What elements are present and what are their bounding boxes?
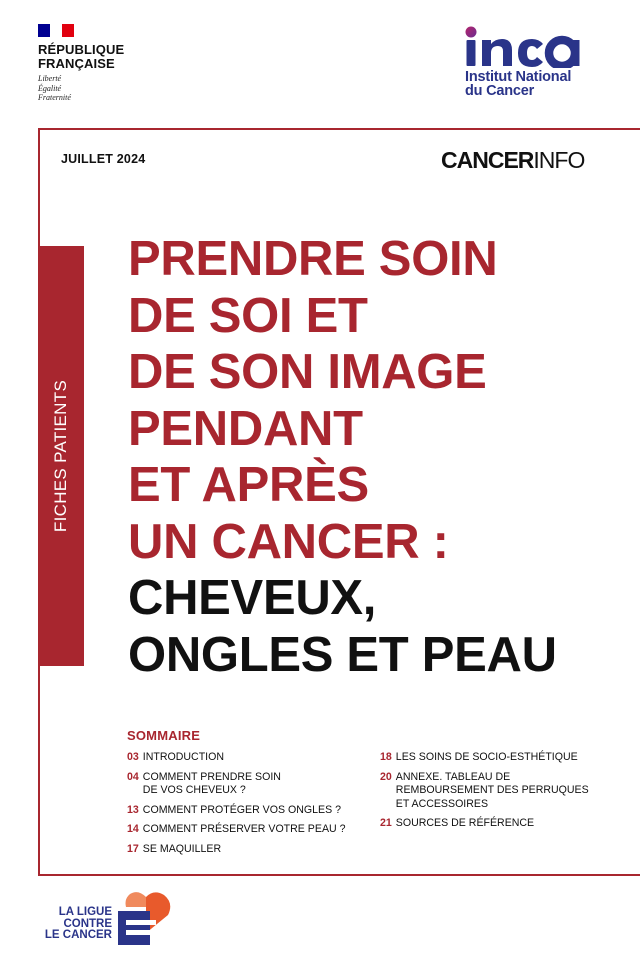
toc-item[interactable]: [127, 843, 367, 857]
toc-label: SOURCES DE RÉFÉRENCE: [395, 817, 535, 829]
title-line: CHEVEUX,: [128, 571, 377, 625]
publication-date: JUILLET 2024: [61, 152, 146, 166]
title-line: ONGLES ET PEAU: [128, 627, 557, 682]
toc-page-number: 04: [127, 770, 139, 783]
toc-item[interactable]: [127, 804, 367, 818]
toc-page-number: 03: [127, 751, 139, 763]
cancer-info-logo: CANCERINFO: [441, 147, 585, 173]
sommaire-heading: SOMMAIRE: [127, 728, 201, 743]
ligue-contre-le-cancer-logo: [38, 891, 178, 947]
toc-item[interactable]: [127, 823, 367, 837]
toc-label: LES SOINS DE SOCIO-ESTHÉTIQUE: [395, 751, 578, 763]
title-line: PRENDRE SOIN: [128, 232, 498, 286]
toc-page-number: 14: [127, 823, 139, 835]
title-line: DE SON IMAGE: [128, 345, 487, 399]
title-line: PENDANT: [128, 401, 363, 456]
toc-label: COMMENT PRENDRE SOIN DE VOS CHEVEUX ?: [142, 770, 281, 796]
toc-label: ANNEXE. TABLEAU DE REMBOURSEMENT DES PERRUQUES ET ACCESSOIRES: [395, 770, 589, 810]
fiches-patients-band: [38, 246, 84, 666]
ligue-name: LA LIGUE CONTRE LE CANCER: [44, 906, 112, 941]
toc-item[interactable]: [127, 751, 367, 765]
toc-page-number: 13: [127, 803, 139, 816]
title-line: UN CANCER :: [128, 514, 449, 569]
toc-page-number: 17: [127, 842, 139, 855]
document-title: [128, 231, 628, 683]
french-flag-icon: [38, 24, 74, 37]
toc-item[interactable]: [127, 771, 367, 798]
toc-item[interactable]: [380, 751, 620, 765]
toc-left-column: [127, 751, 367, 862]
toc-label: COMMENT PRÉSERVER VOTRE PEAU ?: [142, 823, 346, 835]
title-line: DE SOI ET: [128, 288, 368, 343]
republique-motto: Liberté Égalité Fraternité: [38, 74, 71, 102]
republique-name: RÉPUBLIQUE FRANÇAISE: [38, 42, 125, 71]
band-label: FICHES PATIENTS: [51, 379, 70, 533]
toc-label: INTRODUCTION: [142, 751, 225, 763]
toc-page-number: 18: [380, 751, 392, 763]
title-line: ET APRÈS: [128, 458, 369, 512]
toc-label: COMMENT PROTÉGER VOS ONGLES ?: [142, 803, 341, 816]
inca-logo: [465, 26, 615, 98]
toc-item[interactable]: [380, 771, 620, 812]
toc-page-number: 21: [380, 817, 392, 829]
toc-page-number: 20: [380, 770, 392, 783]
inca-subtitle: Institut National du Cancer: [465, 69, 572, 99]
toc-label: SE MAQUILLER: [142, 842, 222, 855]
toc-item[interactable]: [380, 817, 620, 831]
ligue-heart-icon: [116, 891, 174, 947]
republique-francaise-logo: [38, 24, 124, 103]
toc-right-column: [380, 751, 620, 837]
inca-wordmark-icon: [465, 26, 605, 68]
